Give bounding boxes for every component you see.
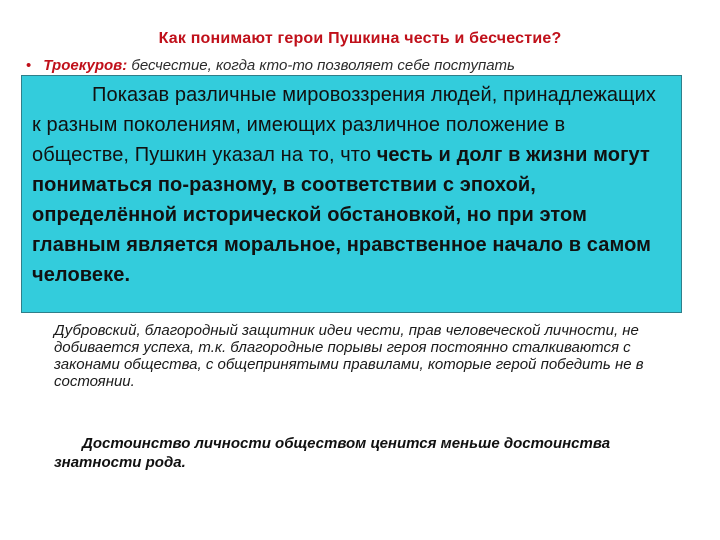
bullet-text: бесчестие, когда кто-то позволяет себе поступать <box>127 57 515 74</box>
conclusion-paragraph <box>54 434 690 472</box>
conclusion-text: Достоинство личности обществом ценится меньше достоинства знатности рода. <box>54 435 611 471</box>
bullet-character-name: Троекуров: <box>43 57 128 74</box>
callout-text: Показав различные мировоззрения людей, принадлежащих к разным поколениям, имеющих различное положение в обществе, Пушкин указал на то, что <box>32 84 656 166</box>
callout-box <box>21 75 682 313</box>
bullet-marker: • <box>26 57 32 74</box>
callout-emphasis: честь и долг в жизни могут пониматься по-разному, в соответствии с эпохой, определённой исторической обстановкой, но при этом главным является моральное, нравственное начало в самом человеке. <box>32 144 652 286</box>
slide-title: Как понимают герои Пушкина честь и бесчестие? <box>158 30 562 47</box>
body-paragraph-dubrovsky: Дубровский, благородный защитник идеи чести, прав человеческой личности, не добивается успеха, т.к. благородные порывы героя постоянно сталкиваются с законами общества, с общепринятыми правилами, которые герой победить не в состоянии. <box>54 322 644 390</box>
